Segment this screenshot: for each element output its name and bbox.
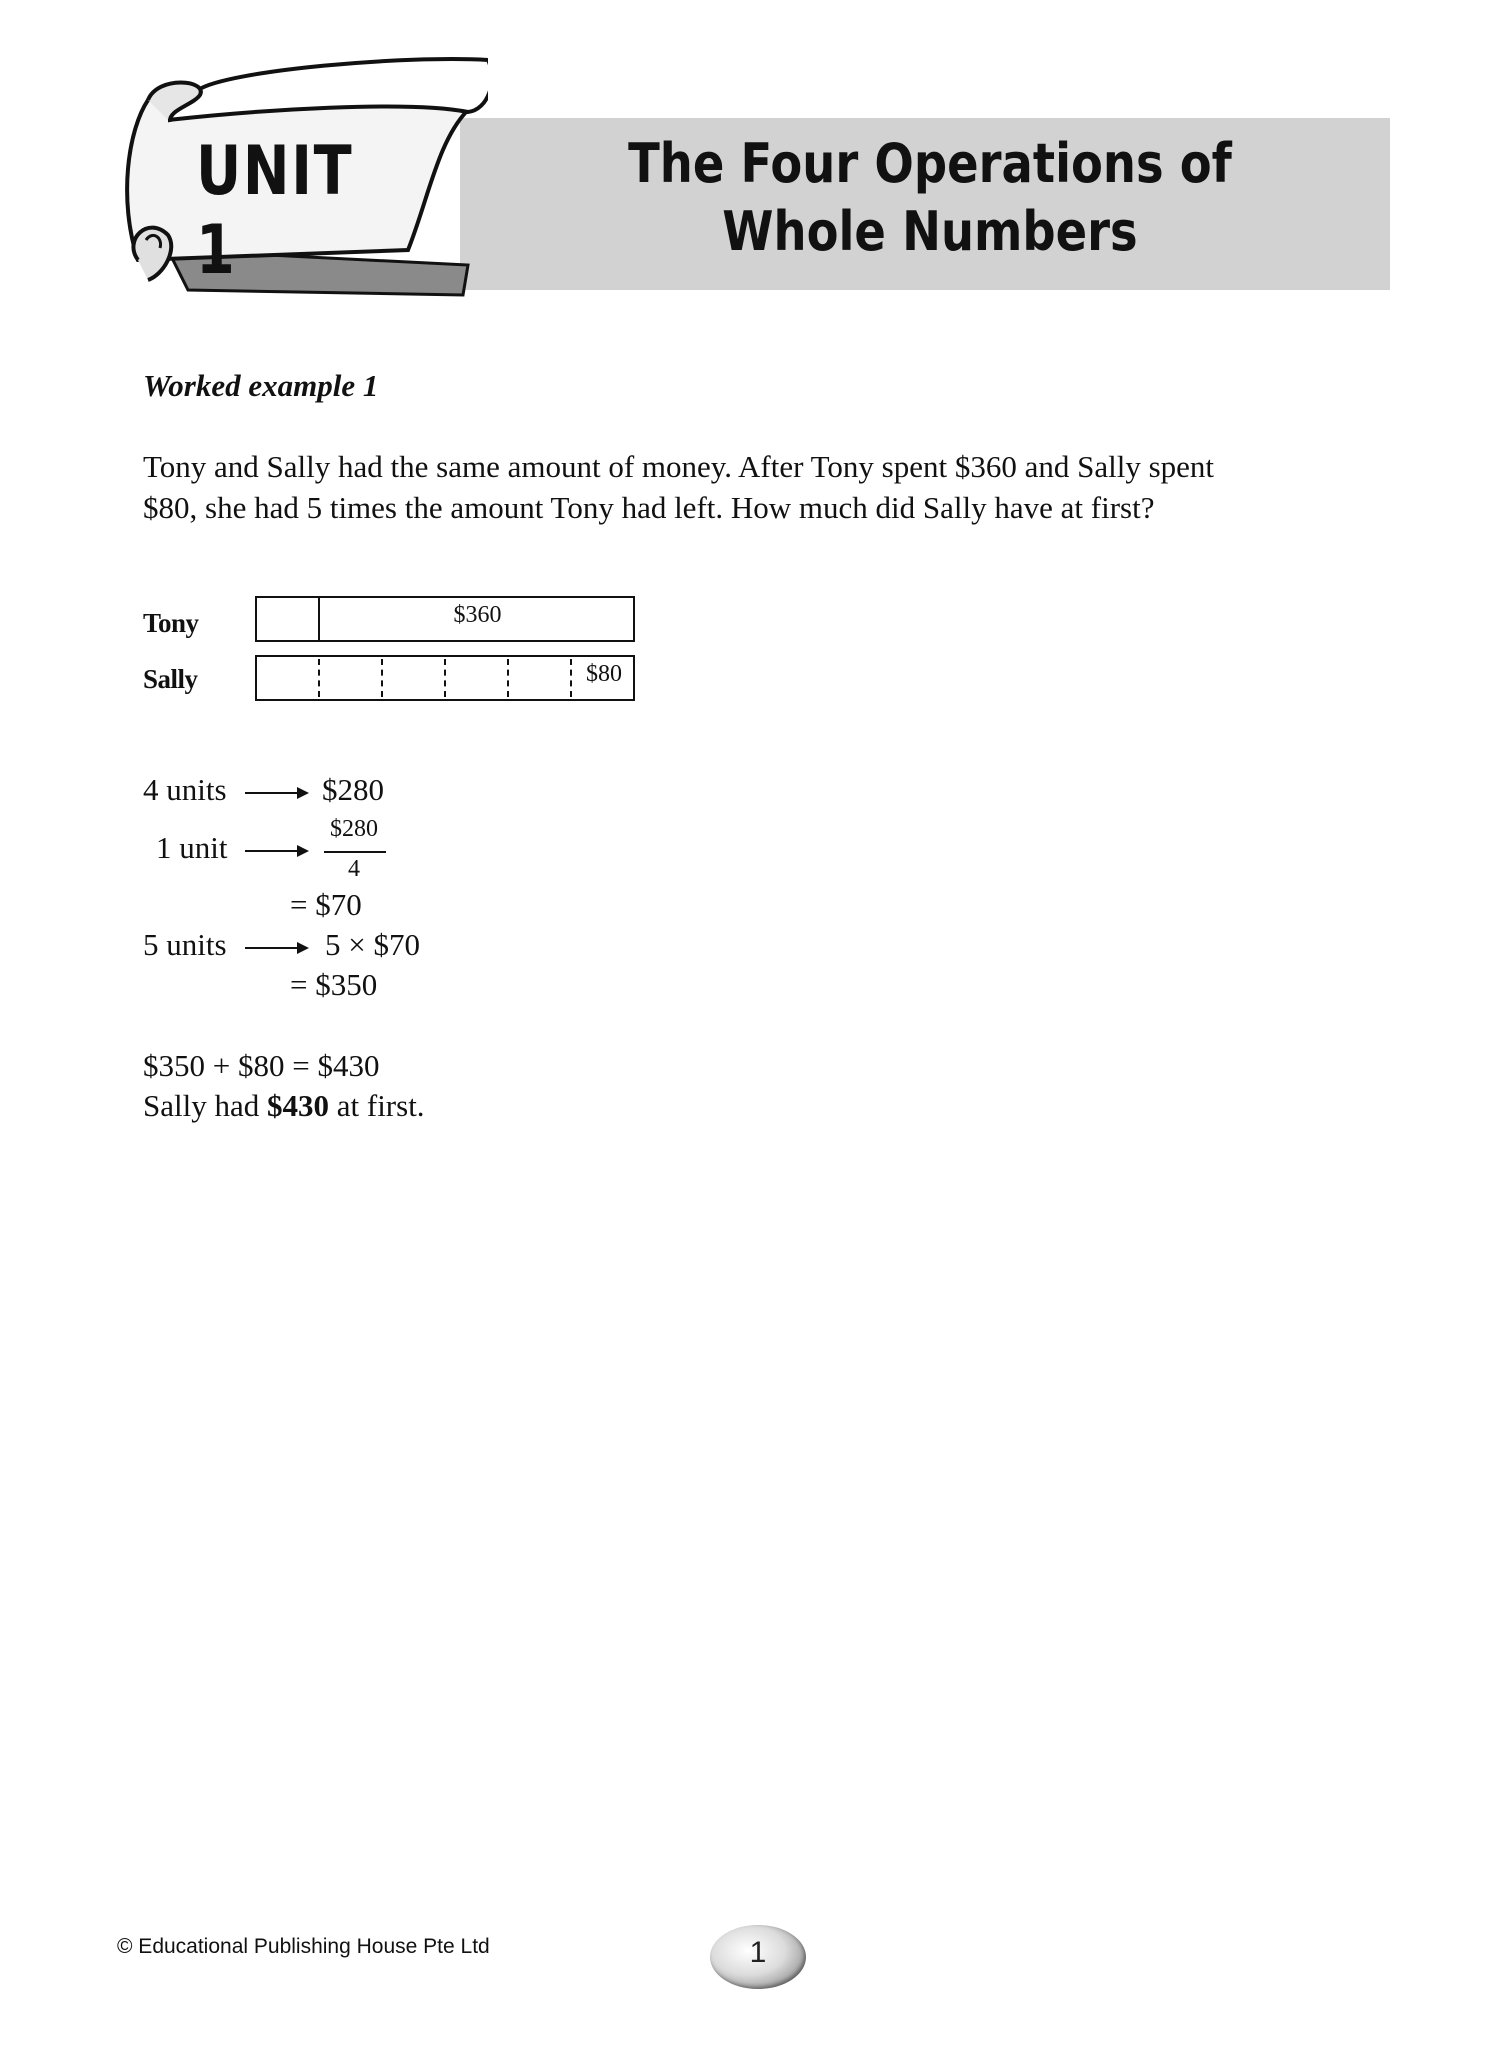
fraction-numerator: $280	[330, 816, 378, 842]
answer-prefix: Sally had	[143, 1088, 267, 1123]
work-line-1-right: $280	[322, 772, 384, 807]
sally-spent-label: $80	[586, 661, 622, 687]
page-number: 1	[749, 1936, 767, 1969]
sally-unit-divider	[570, 659, 572, 697]
copyright-text: © Educational Publishing House Pte Ltd	[117, 1935, 490, 1958]
tony-bar	[255, 596, 635, 642]
work-line-1-left: 4 units	[143, 772, 227, 807]
example-heading: Worked example 1	[143, 368, 379, 403]
answer-value: $430	[267, 1088, 329, 1123]
fraction-denominator: 4	[348, 856, 360, 882]
work-line-5: = $350	[290, 967, 378, 1002]
arrow-icon	[245, 792, 307, 794]
sally-unit-divider	[444, 659, 446, 697]
work-line-3: = $70	[290, 887, 362, 922]
work-line-4-left: 5 units	[143, 927, 227, 962]
answer-line	[143, 1086, 425, 1126]
fraction-bar	[324, 851, 386, 853]
sally-unit-divider	[381, 659, 383, 697]
unit-label: UNIT 1	[196, 132, 354, 290]
problem-statement	[143, 446, 1373, 528]
answer-suffix: at first.	[329, 1088, 425, 1123]
problem-line-1: Tony and Sally had the same amount of money. After Tony spent $360 and Sally spent	[143, 449, 1215, 484]
arrow-icon	[245, 850, 307, 852]
work-line-2-left: 1 unit	[156, 830, 228, 865]
sally-label: Sally	[143, 664, 198, 694]
sum-line: $350 + $80 = $430	[143, 1048, 380, 1083]
chapter-title	[612, 130, 1248, 266]
chapter-title-line2: Whole Numbers	[722, 200, 1138, 263]
sally-bar	[255, 655, 635, 701]
chapter-title-line1: The Four Operations of	[628, 132, 1232, 195]
arrow-icon	[245, 947, 307, 949]
work-line-4-right: 5 × $70	[325, 927, 420, 962]
sally-unit-divider	[507, 659, 509, 697]
tony-spent-label: $360	[453, 602, 502, 628]
problem-line-2: $80, she had 5 times the amount Tony had left. How much did Sally have at first?	[143, 490, 1155, 525]
tony-label: Tony	[143, 608, 199, 638]
sally-unit-divider	[318, 659, 320, 697]
